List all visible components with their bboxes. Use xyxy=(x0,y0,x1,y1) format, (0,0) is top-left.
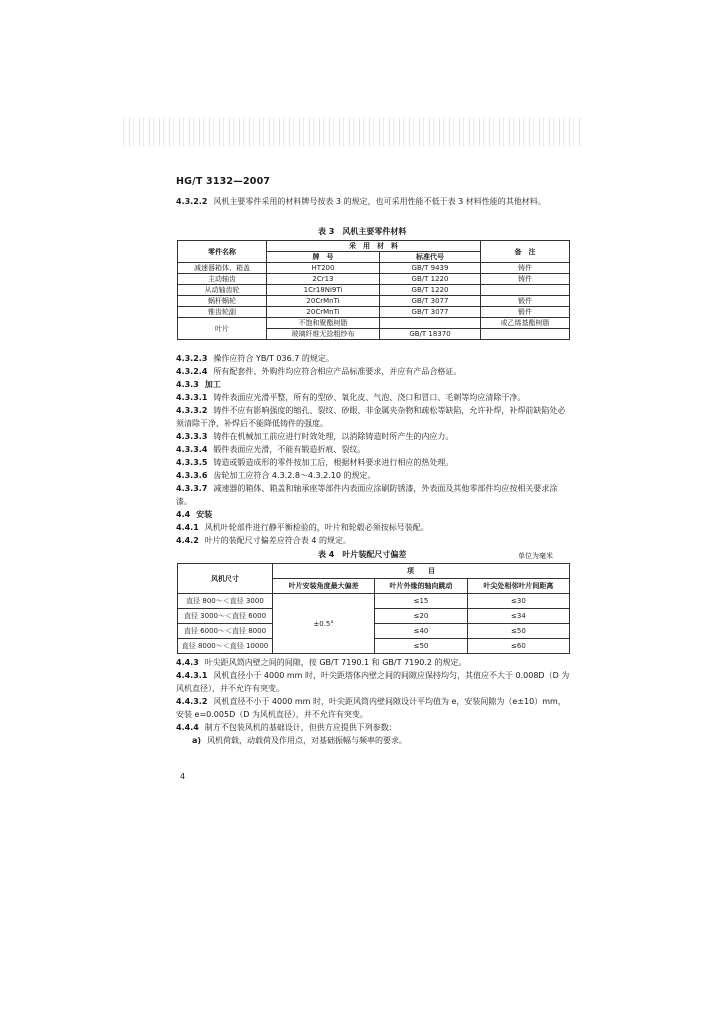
table4-header-size: 风机尺寸 xyxy=(178,564,273,594)
table-row: 减速器箱体、箱盖 HT200 GB/T 9439 铸件 xyxy=(178,263,570,274)
paragraph: 4.4.3.2 风机直径不小于 4000 mm 时，叶尖距风筒内壁间隙设计平均值为 e，安装间隙为（e±10）mm，安装 e=0.005D（D 为风机直径），并不允许有突变。 xyxy=(176,697,566,719)
table-row: 直径 6000～＜直径 8000 ≤40 ≤50 xyxy=(178,624,570,639)
table4-header-c2: 叶片外缘的轴向跳动 xyxy=(375,579,468,594)
list-item: a) 风机荷载，动载荷及作用点，对基础振幅与频率的要求。 xyxy=(192,736,408,745)
paragraph-4-3-2-2: 4.3.2.2 风机主要零件采用的材料牌号按表 3 的规定，也可采用性能不低于表 3 材料性能的其他材料。 xyxy=(176,197,546,206)
table-3 xyxy=(177,240,570,340)
table-row: 主动轴齿 2Cr13 GB/T 1220 铸件 xyxy=(178,274,570,285)
paragraph: 4.4.2 叶片的装配尺寸偏差应符合表 4 的规定。 xyxy=(176,536,351,545)
table3-header-remark: 备 注 xyxy=(481,241,570,263)
table3-header-material: 采 用 材 料 xyxy=(267,241,481,252)
table-row: 玻璃纤维无捻粗纱布 GB/T 18370 xyxy=(178,329,570,340)
table-row: 直径 3000～＜直径 6000 ≤20 ≤34 xyxy=(178,609,570,624)
paragraph: 4.3.3.2 铸件不应有影响强度的缩孔、裂纹、砂眼、非金属夹杂物和疏松等缺陷，允许补焊，补焊前缺陷处必须清除干净，补焊后不能降低铸件的强度。 xyxy=(176,406,566,428)
paragraph: 4.3.3.7 减速器的箱体、箱盖和轴承座等部件内表面应涂刷防锈漆，外表面及其他零部件均应按相关要求涂漆。 xyxy=(176,484,558,506)
paragraph: 4.3.3.5 铸造或锻造成形的零件按加工后，根据材料要求进行相应的热处理。 xyxy=(176,458,454,467)
paragraph: 4.4.3 叶尖距风筒内壁之间的间隙，按 GB/T 7190.1 和 GB/T 7190.2 的规定。 xyxy=(176,658,467,667)
section-heading: 4.3.3 加工 xyxy=(176,380,221,389)
table-row: 从动轴齿轮 1Cr18Ni9Ti GB/T 1220 xyxy=(178,285,570,296)
table4-header-item: 项 目 xyxy=(273,564,570,579)
table3-caption: 表 3 风机主要零件材料 xyxy=(318,227,407,236)
paragraph: 4.3.3.3 铸件在机械加工前应进行时效处理，以消除铸造时所产生的内应力。 xyxy=(176,432,454,441)
paragraph: 4.3.2.3 操作应符合 YB/T 036.7 的规定。 xyxy=(176,354,334,363)
table3-header-std: 标准代号 xyxy=(380,252,481,263)
document-header: HG/T 3132—2007 xyxy=(176,176,271,187)
paragraph: 4.3.3.6 齿轮加工应符合 4.3.2.8～4.3.2.10 的规定。 xyxy=(176,471,376,480)
table-4 xyxy=(177,563,570,654)
table-row: 蜗杆蜗轮 20CrMnTi GB/T 3077 锻件 xyxy=(178,296,570,307)
table3-header-grade: 牌 号 xyxy=(267,252,380,263)
table3-header-part: 零件名称 xyxy=(178,241,267,263)
table-row: 锥齿轮副 20CrMnTi GB/T 3077 锻件 xyxy=(178,307,570,318)
scan-noise xyxy=(120,118,580,146)
paragraph: 4.4.4 制方不包装风机的基础设计，但供方应提供下列参数： xyxy=(176,723,397,732)
paragraph: 4.3.2.4 所有配套件、外购件均应符合相应产品标准要求，并应有产品合格证。 xyxy=(176,367,462,376)
table4-caption: 表 4 叶片装配尺寸偏差 xyxy=(318,550,407,559)
table4-unit: 单位为毫米 xyxy=(518,552,553,560)
section-heading: 4.4 安装 xyxy=(176,510,213,519)
table3-blade-part: 叶片 xyxy=(178,318,267,340)
table-row: 直径 800～＜直径 3000 ±0.5° ≤15 ≤30 xyxy=(178,594,570,609)
table-row: 叶片 不饱和聚酯树脂 或乙烯基酯树脂 xyxy=(178,318,570,329)
table4-header-c3: 叶尖处相邻叶片间距离 xyxy=(467,579,569,594)
table4-angle-tolerance: ±0.5° xyxy=(273,594,375,654)
paragraph: 4.3.3.1 铸件表面应光滑平整，所有的型砂、氧化皮、气泡、浇口和冒口、毛刺等均应清除干净。 xyxy=(176,393,526,402)
table4-header-c1: 叶片安装角度最大偏差 xyxy=(273,579,375,594)
paragraph: 4.4.1 风机叶轮部件进行静平衡检验的，叶片和轮毂必须按标号装配。 xyxy=(176,523,429,532)
paragraph: 4.3.3.4 锻件表面应光滑，不能有锻造折痕、裂纹。 xyxy=(176,445,366,454)
page-number: 4 xyxy=(180,772,186,781)
table-row: 直径 8000～＜直径 10000 ≤50 ≤60 xyxy=(178,639,570,654)
paragraph: 4.4.3.1 风机直径小于 4000 mm 时，叶尖距塔体内壁之间的间隙应保持均匀，其值应不大于 0.008D（D 为风机直径），并不允许有突变。 xyxy=(176,671,570,693)
